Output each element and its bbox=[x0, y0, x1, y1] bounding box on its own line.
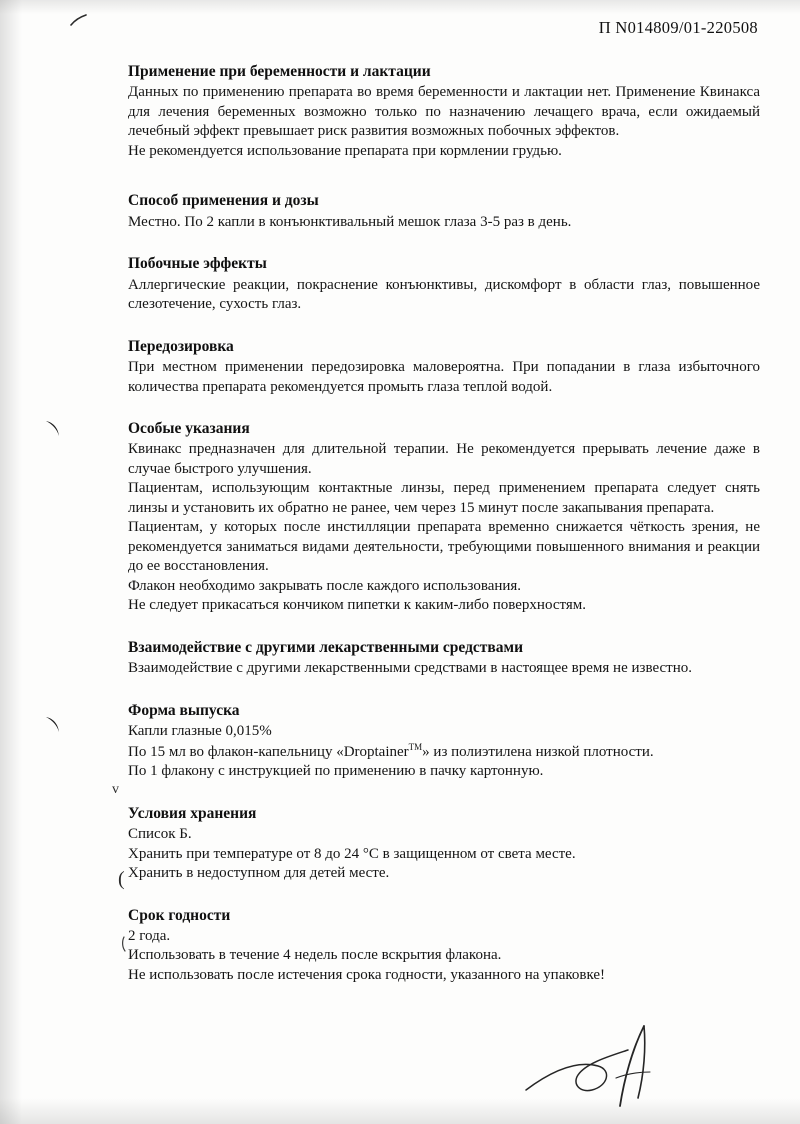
section-special-instructions bbox=[128, 419, 760, 616]
section-paragraph: Использовать в течение 4 недель после вскрытия флакона. bbox=[128, 947, 502, 964]
section-paragraph: Местно. По 2 капли в конъюнктивальный мешок глаза 3-5 раз в день. bbox=[128, 213, 572, 230]
section-title: Форма выпуска bbox=[128, 701, 240, 719]
handwritten-check-mark-icon bbox=[44, 418, 70, 445]
scan-edge-shadow-left bbox=[0, 0, 22, 1124]
handwritten-signature-icon bbox=[520, 1020, 700, 1120]
section-side-effects bbox=[128, 254, 760, 314]
section-title: Побочные эффекты bbox=[128, 255, 267, 273]
document-body bbox=[128, 62, 760, 1003]
section-paragraph: Взаимодействие с другими лекарственными средствами в настоящее время не известно. bbox=[128, 660, 692, 677]
section-paragraph: При местном применении передозировка маловероятна. При попадании в глаза избыточного количества препарата рекомендуется промыть глаза теплой водой. bbox=[128, 359, 760, 395]
pen-mark-corner-icon bbox=[70, 14, 88, 33]
registration-code: П N014809/01-220508 bbox=[598, 18, 758, 37]
section-paragraph: Капли глазные 0,015% bbox=[128, 723, 272, 740]
section-paragraph: Хранить при температуре от 8 до 24 °C в защищенном от света месте. bbox=[128, 845, 576, 862]
section-paragraph: Не следует прикасаться кончиком пипетки к каким-либо поверхностям. bbox=[128, 597, 586, 614]
section-title: Передозировка bbox=[128, 337, 234, 355]
handwritten-check-mark-icon bbox=[44, 714, 70, 741]
handwritten-v-mark: v bbox=[112, 782, 119, 797]
section-title: Срок годности bbox=[128, 906, 231, 924]
section-paragraph: Данных по применению препарата во время беременности и лактации нет. Применение Квинакса для лечения беременных возможно только по назначению лечащего врача, если ожидаемый лечебный эффект превышает риск развития возможных побочных эффектов. bbox=[128, 84, 760, 140]
section-title: Условия хранения bbox=[128, 804, 257, 822]
section-paragraph: Не рекомендуется использование препарата при кормлении грудью. bbox=[128, 142, 562, 159]
scan-edge-shadow-bottom bbox=[0, 1098, 800, 1124]
section-dosage bbox=[128, 191, 760, 232]
section-paragraph: Пациентам, у которых после инстилляции препарата временно снижается чёткость зрения, не рекомендуется заниматься видами деятельности, требующими повышенного внимания и реакции до ее восстановления. bbox=[128, 519, 760, 575]
section-overdose bbox=[128, 337, 760, 397]
section-title: Способ применения и дозы bbox=[128, 192, 319, 210]
section-paragraph: Флакон необходимо закрывать после каждого использования. bbox=[128, 577, 522, 594]
section-shelf-life bbox=[128, 906, 760, 986]
section-paragraph: Пациентам, использующим контактные линзы, перед применением препарата следует снять линзы и установить их обратно не ранее, чем через 15 минут после закапывания препарата. bbox=[128, 480, 760, 516]
section-pregnancy bbox=[128, 62, 760, 161]
scan-edge-shadow-top bbox=[0, 0, 800, 14]
section-paragraph: По 15 мл во флакон-капельницу «Droptainer™» из полиэтилена низкой плотности. bbox=[128, 741, 654, 760]
section-title: Особые указания bbox=[128, 420, 250, 437]
section-form bbox=[128, 701, 760, 782]
section-paragraph: Список Б. bbox=[128, 826, 192, 842]
section-paragraph: Аллергические реакции, покраснение конъюнктивы, дискомфорт в области глаз, повышенное слезотечение, сухость глаз. bbox=[128, 276, 760, 313]
section-title: Применение при беременности и лактации bbox=[128, 63, 431, 80]
section-paragraph: 2 года. bbox=[128, 927, 171, 944]
section-paragraph: Не использовать после истечения срока годности, указанного на упаковке! bbox=[128, 966, 606, 983]
handwritten-paren-mark: ( bbox=[118, 868, 125, 890]
section-paragraph: По 1 флакону с инструкцией по применению в пачку картонную. bbox=[128, 763, 544, 780]
section-paragraph: Квинакс предназначен для длительной терапии. Не рекомендуется прерывать лечение даже в случае быстрого улучшения. bbox=[128, 441, 760, 477]
section-interactions bbox=[128, 638, 760, 679]
section-storage bbox=[128, 804, 760, 884]
section-paragraph: Хранить в недоступном для детей месте. bbox=[128, 865, 390, 881]
section-title: Взаимодействие с другими лекарственными средствами bbox=[128, 638, 524, 656]
